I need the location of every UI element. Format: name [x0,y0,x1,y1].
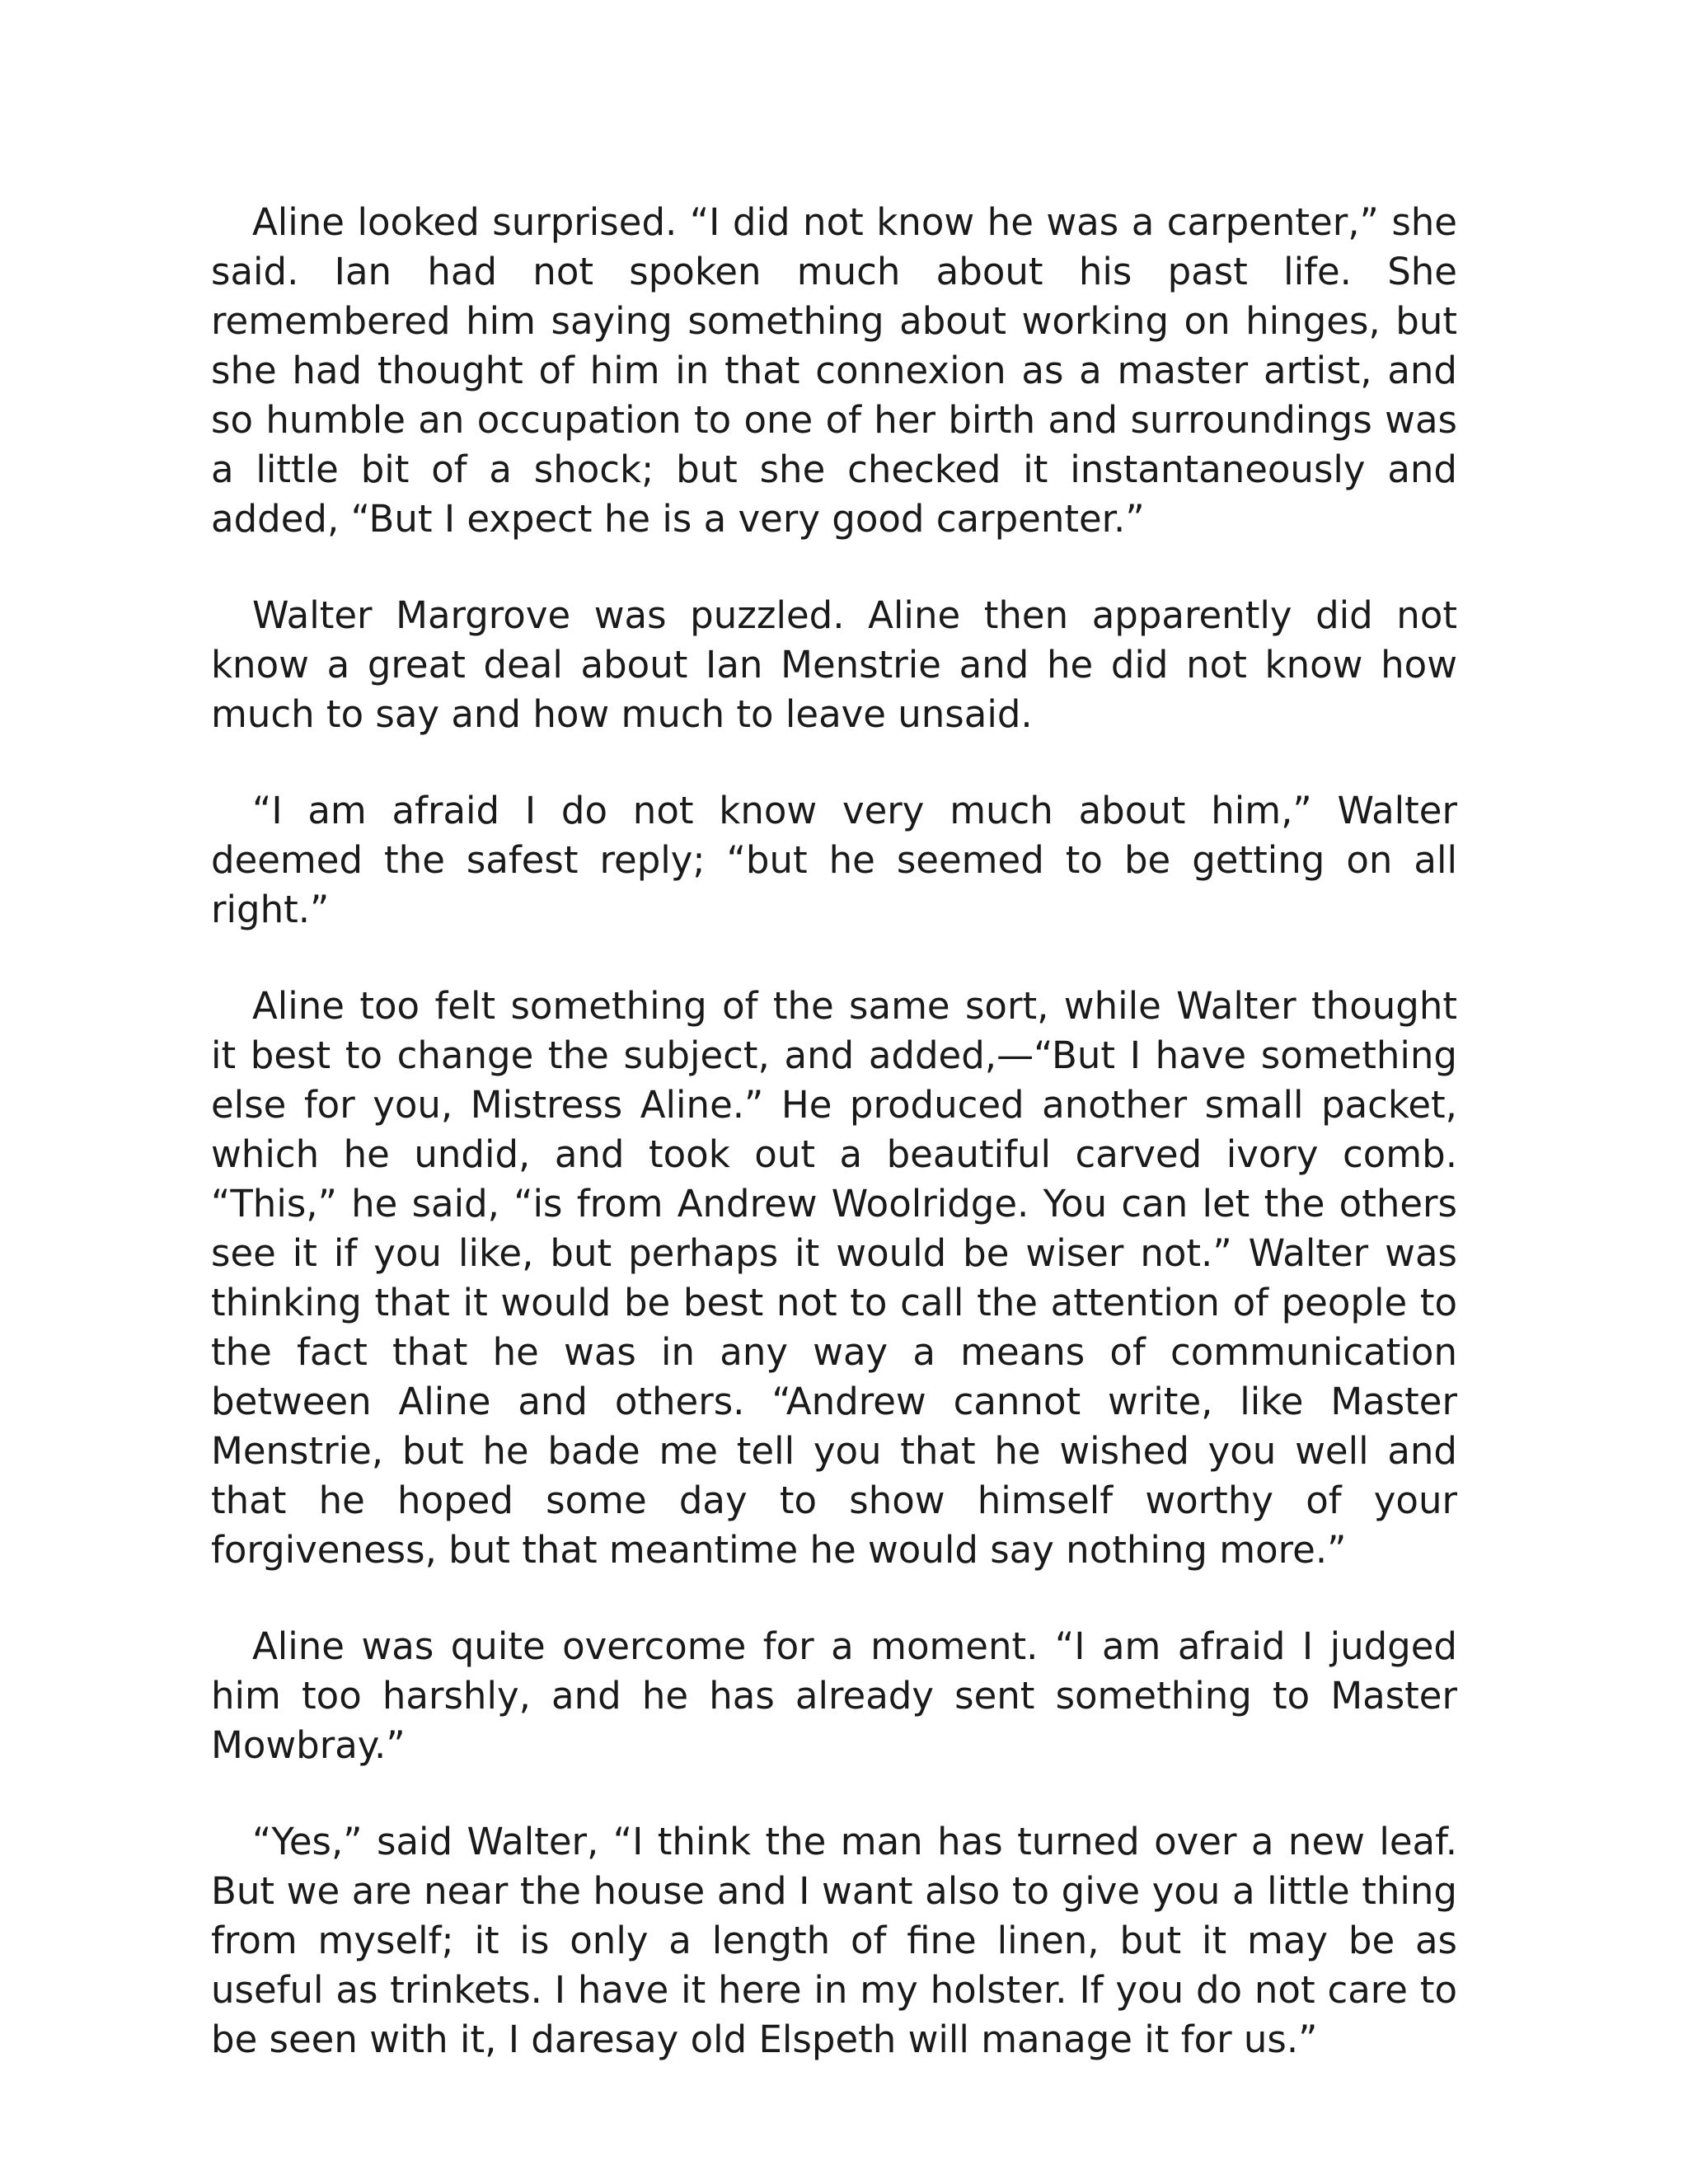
paragraph-4: Aline too felt something of the same sort, while Walter thought it best to change the subject, and added,—“But I have something else for you, Mistress Aline.” He produced another small packet, which he undid, and took out a beautiful carved ivory comb. “This,” he said, “is from Andrew Woolridge. You can let the others see it if you like, but perhaps it would be wiser not.” Walter was thinking that it would be best not to call the attention of people to the fact that he was in any way a means of communication between Aline and others. “Andrew cannot write, like Master Menstrie, but he bade me tell you that he wished you well and that he hoped some day to show himself worthy of your forgiveness, but that meantime he would say nothing more.” [211,984,1457,1572]
paragraph-6: “Yes,” said Walter, “I think the man has turned over a new leaf. But we are near the house and I want also to give you a little thing from myself; it is only a length of fine linen, but it may be as useful as trinkets. I have it here in my holster. If you do not care to be seen with it, I daresay old Elspeth will manage it for us.” [211,1820,1457,2061]
text-column [211,198,1457,2111]
paragraph-3: “I am afraid I do not know very much about him,” Walter deemed the safest reply; “but he seemed to be getting on all right.” [211,789,1457,931]
paragraph-2: Walter Margrove was puzzled. Aline then apparently did not know a great deal about Ian Menstrie and he did not know how much to say and how much to leave unsaid. [211,593,1457,736]
paragraph-5: Aline was quite overcome for a moment. “I am afraid I judged him too harshly, and he has already sent something to Master Mowbray.” [211,1624,1457,1767]
paragraph-1: Aline looked surprised. “I did not know he was a carpenter,” she said. Ian had not spoken much about his past life. She remembered him saying something about working on hinges, but she had thought of him in that connexion as a master artist, and so humble an occupation to one of her birth and surroundings was a little bit of a shock; but she checked it instantaneously and added, “But I expect he is a very good carpenter.” [211,200,1457,541]
